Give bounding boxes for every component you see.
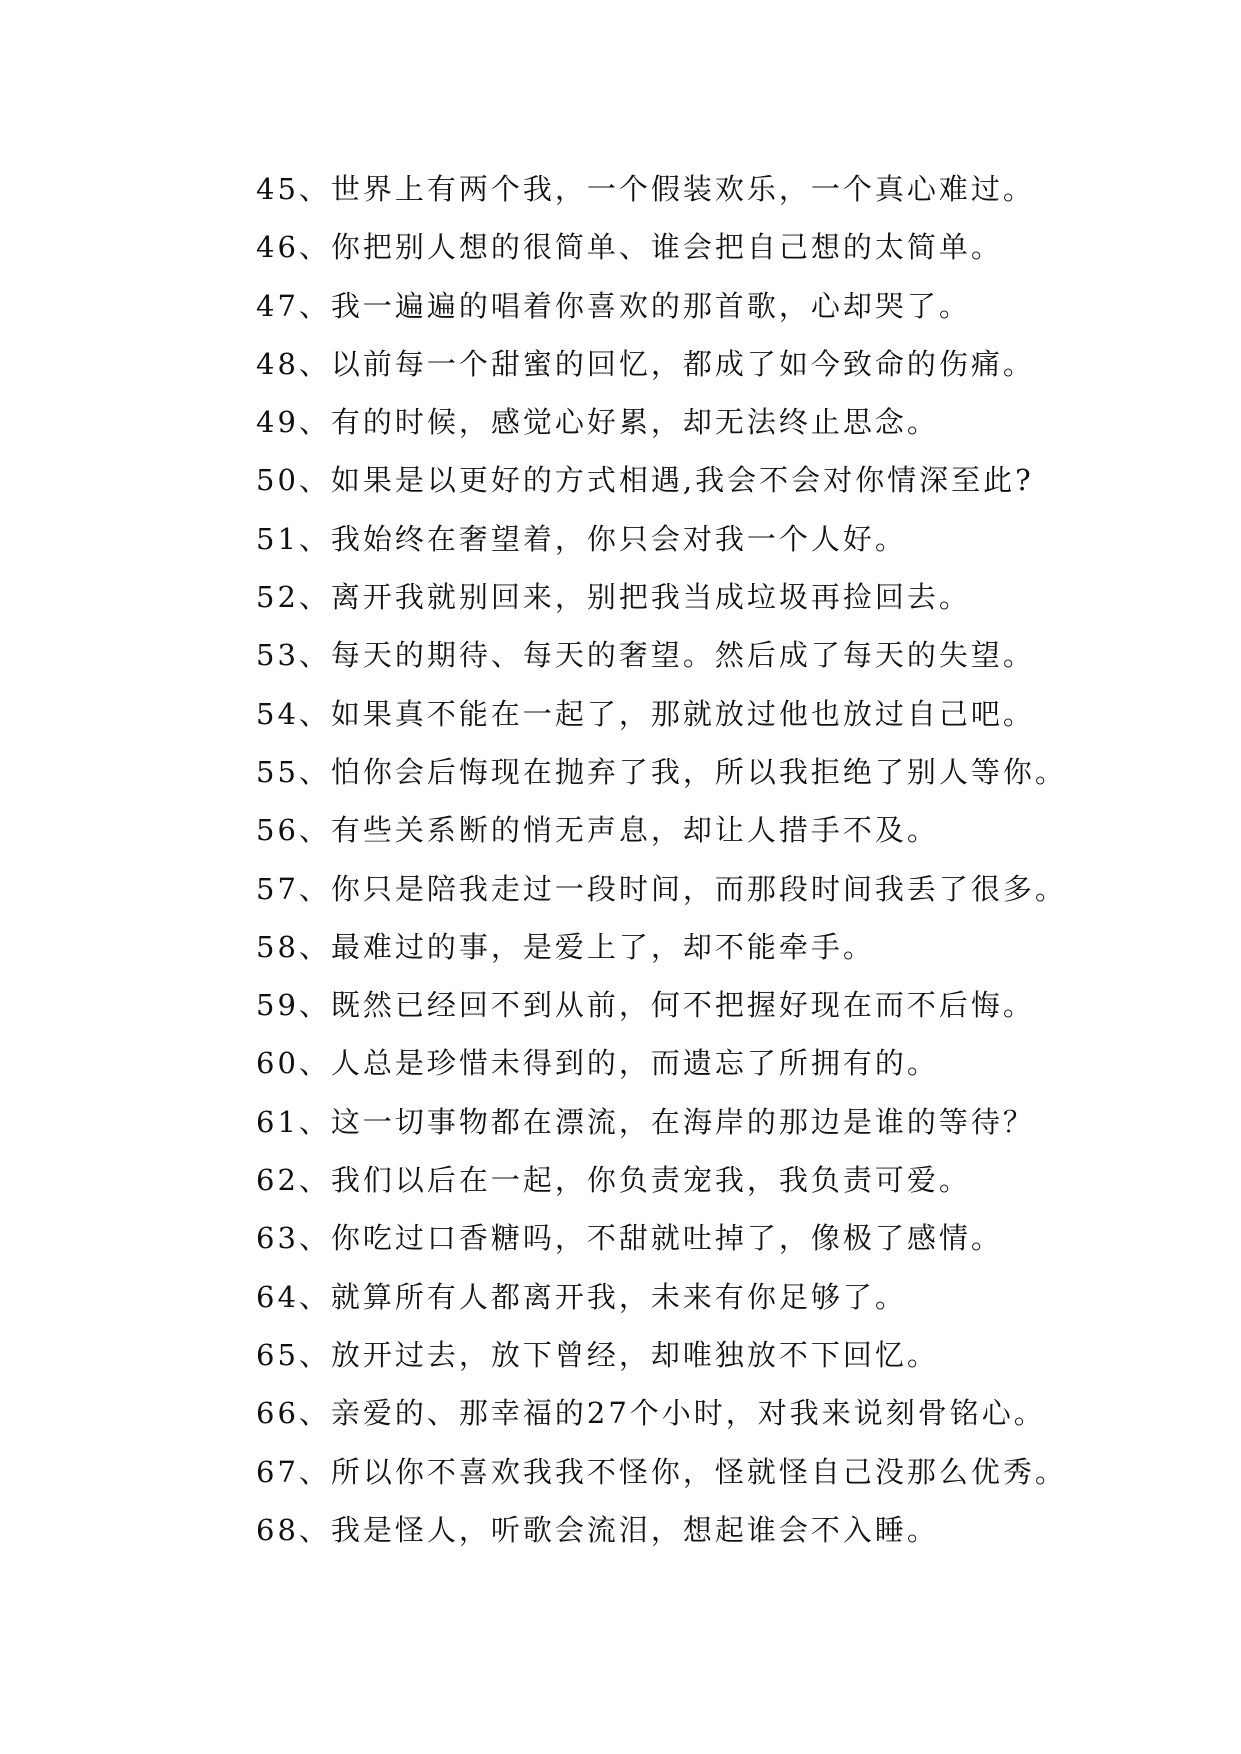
- quote-line: 58、最难过的事，是爱上了，却不能牵手。: [256, 929, 875, 964]
- quote-line: 61、这一切事物都在漂流，在海岸的那边是谁的等待？: [256, 1104, 1035, 1139]
- quote-line: 46、你把别人想的很简单、谁会把自己想的太简单。: [256, 230, 1003, 265]
- quote-line: 45、世界上有两个我，一个假装欢乐，一个真心难过。: [256, 172, 1035, 206]
- quote-line: 60、人总是珍惜未得到的，而遗忘了所拥有的。: [256, 1046, 939, 1081]
- quote-list: [256, 160, 1156, 1559]
- quote-line: 67、所以你不喜欢我我不怪你，怪就怪自己没那么优秀。: [256, 1454, 1067, 1489]
- quote-line: 49、有的时候，感觉心好累，却无法终止思念。: [256, 405, 939, 440]
- quote-line: 66、亲爱的、那幸福的27个小时，对我来说刻骨铭心。: [256, 1396, 1046, 1431]
- quote-line: 56、有些关系断的悄无声息，却让人措手不及。: [256, 813, 939, 848]
- quote-line: 48、以前每一个甜蜜的回忆，都成了如今致命的伤痛。: [256, 346, 1035, 381]
- quote-line: 63、你吃过口香糖吗，不甜就吐掉了，像极了感情。: [256, 1221, 1003, 1256]
- quote-line: 65、放开过去，放下曾经，却唯独放不下回忆。: [256, 1337, 939, 1372]
- quote-line: 59、既然已经回不到从前，何不把握好现在而不后悔。: [256, 988, 1035, 1023]
- quote-line: 68、我是怪人，听歌会流泪，想起谁会不入睡。: [256, 1512, 939, 1547]
- quote-line: 62、我们以后在一起，你负责宠我，我负责可爱。: [256, 1163, 971, 1198]
- quote-line: 64、就算所有人都离开我，未来有你足够了。: [256, 1279, 907, 1314]
- quote-line: 47、我一遍遍的唱着你喜欢的那首歌，心却哭了。: [256, 288, 971, 323]
- quote-line: 55、怕你会后悔现在抛弃了我，所以我拒绝了别人等你。: [256, 754, 1067, 789]
- quote-line: 51、我始终在奢望着，你只会对我一个人好。: [256, 521, 907, 556]
- quote-line: 53、每天的期待、每天的奢望。然后成了每天的失望。: [256, 638, 1035, 673]
- quote-line: 57、你只是陪我走过一段时间，而那段时间我丢了很多。: [256, 871, 1067, 906]
- quote-line: 50、如果是以更好的方式相遇,我会不会对你情深至此?: [256, 463, 1034, 498]
- quote-line: 54、如果真不能在一起了，那就放过他也放过自己吧。: [256, 696, 1035, 731]
- quote-line: 52、离开我就别回来，别把我当成垃圾再捡回去。: [256, 580, 971, 615]
